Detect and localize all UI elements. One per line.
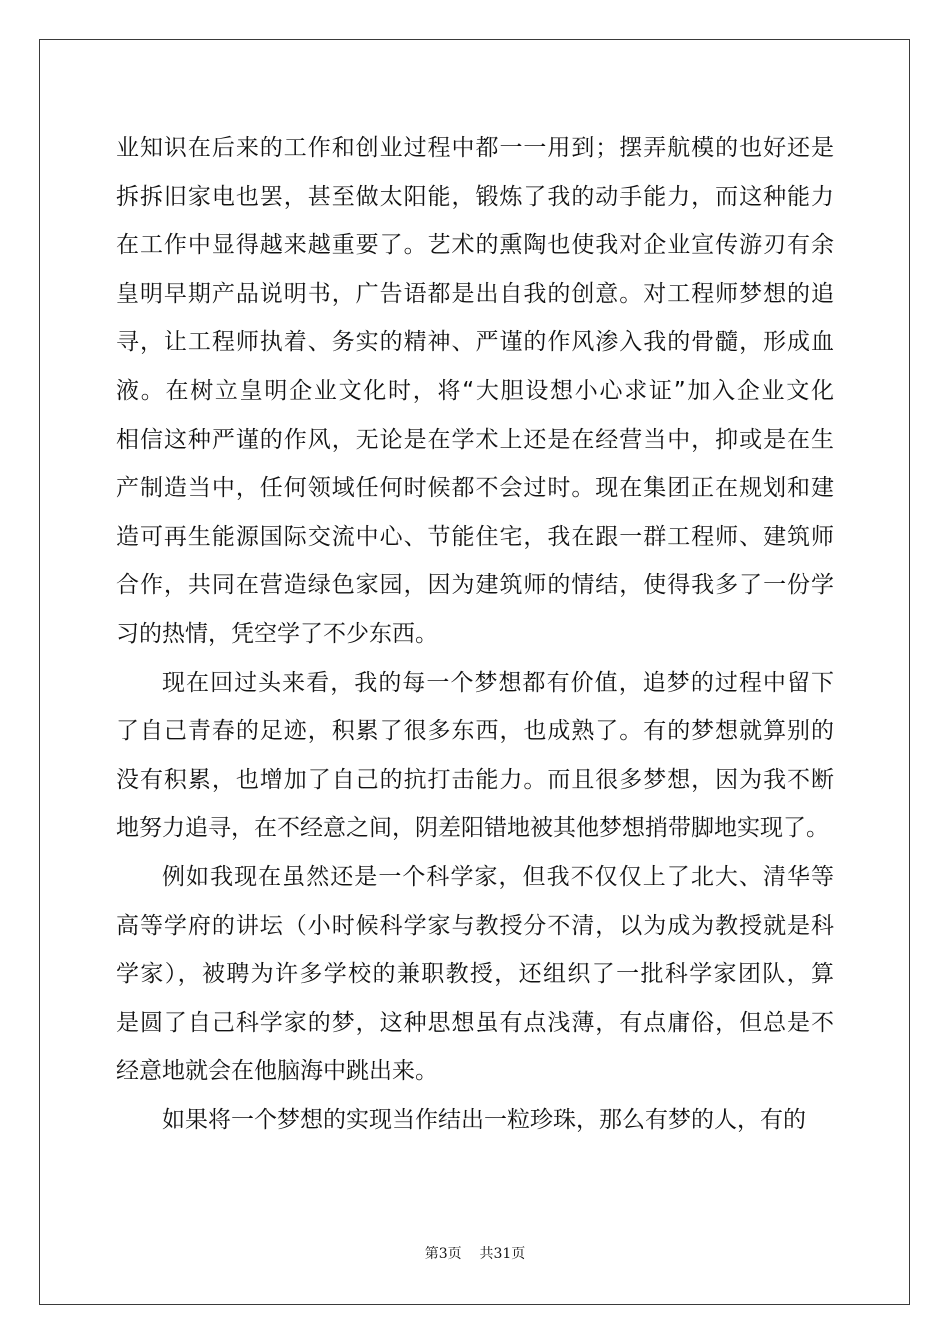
text-line: 寻，让工程师执着、务实的精神、严谨的作风渗入我的骨髓，形成血 xyxy=(116,329,834,356)
text-line: 拆拆旧家电也罢，甚至做太阳能，锻炼了我的动手能力，而这种能力 xyxy=(116,183,834,210)
text-line: 合作，共同在营造绿色家园，因为建筑师的情结，使得我多了一份学 xyxy=(116,572,834,599)
page-number: 第3页 共31页 xyxy=(424,1246,526,1262)
text-line: 造可再生能源国际交流中心、节能住宅，我在跟一群工程师、建筑师 xyxy=(116,523,834,550)
text-line: 产制造当中，任何领域任何时候都不会过时。现在集团正在规划和建 xyxy=(116,475,834,502)
text-line: 习的热情，凭空学了不少东西。 xyxy=(116,620,438,647)
text-line: 没有积累，也增加了自己的抗打击能力。而且很多梦想，因为我不断 xyxy=(116,766,834,793)
text-line: 经意地就会在他脑海中跳出来。 xyxy=(116,1058,438,1085)
text-line: 液。在树立皇明企业文化时，将“大胆设想小心求证”加入企业文化 xyxy=(116,377,834,404)
text-line: 学家），被聘为许多学校的兼职教授，还组织了一批科学家团队，算 xyxy=(116,961,834,988)
text-line: 是圆了自己科学家的梦，这种思想虽有点浅薄，有点庸俗，但总是不 xyxy=(116,1009,834,1036)
document-body xyxy=(116,124,834,1144)
text-line: 地努力追寻，在不经意之间，阴差阳错地被其他梦想捎带脚地实现了。 xyxy=(116,815,829,842)
text-line: 例如我现在虽然还是一个科学家，但我不仅仅上了北大、清华等 xyxy=(162,863,834,890)
text-line: 了自己青春的足迹，积累了很多东西，也成熟了。有的梦想就算别的 xyxy=(116,718,834,745)
text-line: 现在回过头来看，我的每一个梦想都有价值，追梦的过程中留下 xyxy=(162,669,834,696)
text-line: 皇明早期产品说明书，广告语都是出自我的创意。对工程师梦想的追 xyxy=(116,280,834,307)
text-line: 在工作中显得越来越重要了。艺术的熏陶也使我对企业宣传游刃有余 xyxy=(116,232,834,259)
text-line: 业知识在后来的工作和创业过程中都一一用到；摆弄航模的也好还是 xyxy=(116,135,834,161)
text-line: 高等学府的讲坛（小时候科学家与教授分不清，以为成为教授就是科 xyxy=(116,912,834,939)
text-line: 相信这种严谨的作风，无论是在学术上还是在经营当中，抑或是在生 xyxy=(116,426,834,453)
text-line: 如果将一个梦想的实现当作结出一粒珍珠，那么有梦的人，有的 xyxy=(162,1106,806,1133)
